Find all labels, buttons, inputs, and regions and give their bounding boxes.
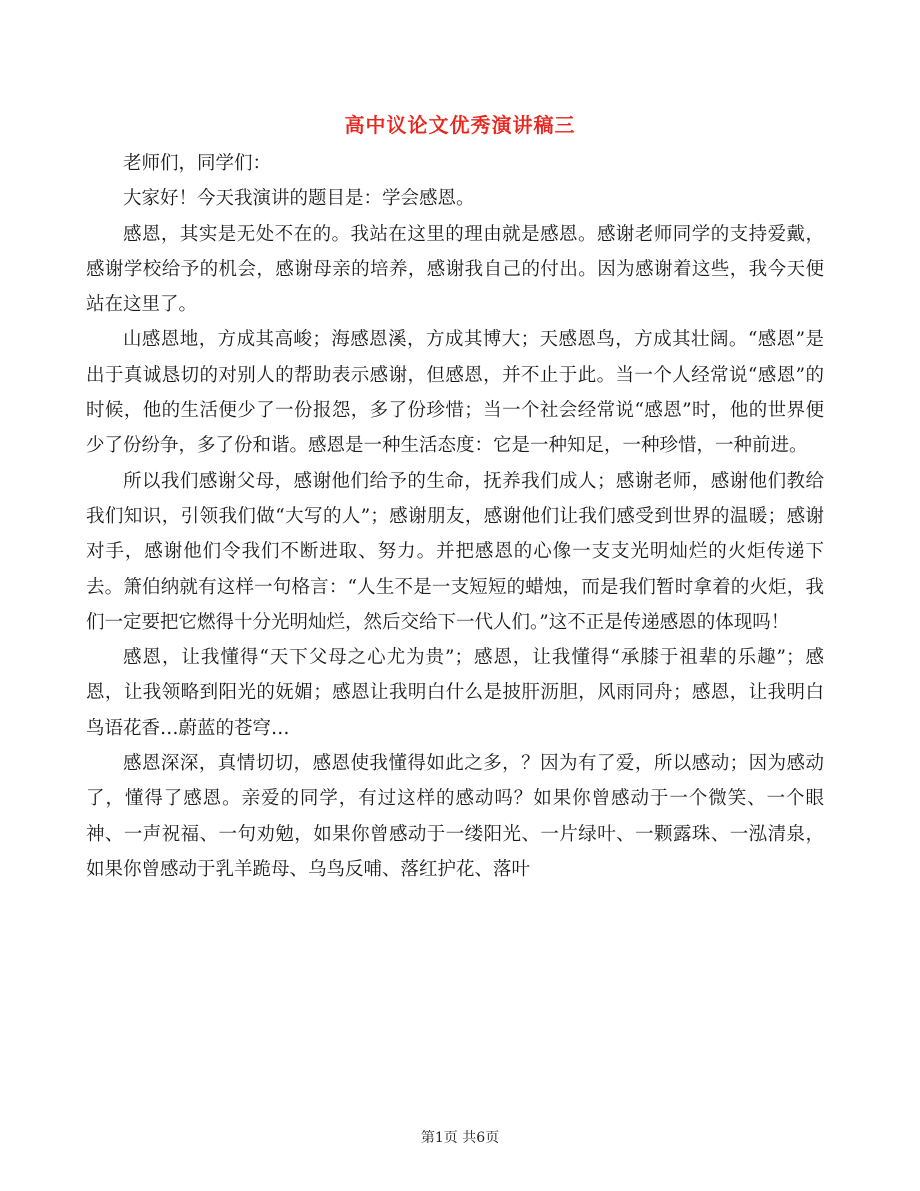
paragraph-intro: 大家好！今天我演讲的题目是：学会感恩。 xyxy=(123,188,475,210)
paragraph: 感恩，其实是无处不在的。我站在这里的理由就是感恩。感谢老师同学的支持爱戴，感谢学校给予的机会，感谢母亲的培养，感谢我自己的付出。因为感谢着这些，我今天便站在这里了。 xyxy=(86,223,824,316)
paragraph: 感恩深深，真情切切，感恩使我懂得如此之多，？因为有了爱，所以感动；因为感动了，懂得了感恩。亲爱的同学，有过这样的感动吗？如果你曾感动于一个微笑、一个眼神、一声祝福、一句劝勉，如果你曾感动于一缕阳光、一片绿叶、一颗露珠、一泓清泉，如果你曾感动于乳羊跪母、乌鸟反哺、落红护花、落叶 xyxy=(86,753,824,880)
page-number-footer: 第1页 共6页 xyxy=(420,1130,500,1146)
document-title: 高中议论文优秀演讲稿三 xyxy=(344,113,576,137)
paragraph-greeting: 老师们，同学们： xyxy=(123,153,272,174)
document-body xyxy=(86,146,824,887)
paragraph: 所以我们感谢父母，感谢他们给予的生命，抚养我们成人；感谢老师，感谢他们教给我们知识，引领我们做“大写的人”；感谢朋友，感谢他们让我们感受到世界的温暖；感谢对手，感谢他们令我们不断进取、努力。并把感恩的心像一支支光明灿烂的火炬传递下去。箫伯纳就有这样一句格言：“人生不是一支短短的蜡烛，而是我们暂时拿着的火炬，我们一定要把它燃得十分光明灿烂，然后交给下一代人们。”这不正是传递感恩的体现吗！ xyxy=(86,470,824,633)
paragraph: 山感恩地，方成其高峻；海感恩溪，方成其博大；天感恩鸟，方成其壮阔。“感恩”是出于真诚恳切的对别人的帮助表示感谢，但感恩，并不止于此。当一个人经常说“感恩”的时候，他的生活便少了一份报怨，多了份珍惜；当一个社会经常说“感恩”时，他的世界便少了份纷争，多了份和谐。感恩是一种生活态度：它是一种知足，一种珍惜，一种前进。 xyxy=(86,329,824,457)
paragraph: 感恩，让我懂得“天下父母之心尤为贵”；感恩，让我懂得“承膝于祖辈的乐趣”；感恩，让我领略到阳光的妩媚；感恩让我明白什么是披肝沥胆，风雨同舟；感恩，让我明白鸟语花香…蔚蓝的苍穹… xyxy=(86,647,824,739)
